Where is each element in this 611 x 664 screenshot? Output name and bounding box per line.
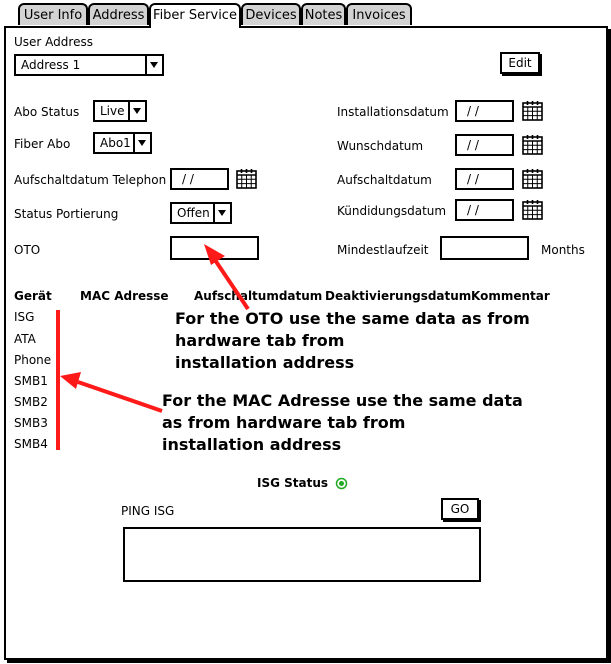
- ping-isg-label: PING ISG: [121, 504, 175, 518]
- installationsdatum-field[interactable]: / /: [455, 100, 514, 122]
- go-button[interactable]: GO: [441, 498, 479, 520]
- oto-note-line: hardware tab from: [175, 331, 345, 350]
- mac-arrow: [60, 372, 162, 411]
- mac-note-line: as from hardware tab from: [162, 413, 406, 432]
- mindestlaufzeit-unit: Months: [541, 243, 585, 257]
- column-header-kommentar: Kommentar: [471, 289, 550, 303]
- user-address-value: Address 1: [21, 58, 81, 72]
- wunschdatum-label: Wunschdatum: [337, 139, 424, 153]
- tab-invoices[interactable]: Invoices: [346, 3, 412, 25]
- status-radio-icon: [335, 477, 348, 490]
- wunschdatum-field[interactable]: / /: [455, 134, 514, 156]
- column-header-aufschaltumdatum: Aufschaltumdatum: [194, 289, 323, 303]
- device-row-isg: ISG: [14, 310, 35, 324]
- user-address-label: User Address: [14, 35, 93, 49]
- oto-label: OTO: [14, 243, 41, 257]
- fiber-abo-value: Abo1: [100, 136, 131, 150]
- ping-output-area[interactable]: [123, 527, 481, 582]
- aufschaltdatum-telephon-label: Aufschaltdatum Telephon: [14, 173, 167, 187]
- kuendidungsdatum-label: Kündidungsdatum: [337, 204, 447, 218]
- device-row-smb4: SMB4: [14, 437, 48, 451]
- installationsdatum-label: Installationsdatum: [337, 105, 449, 119]
- device-row-smb3: SMB3: [14, 416, 48, 430]
- aufschaltdatum-field[interactable]: / /: [455, 168, 514, 190]
- edit-button[interactable]: Edit: [500, 52, 540, 74]
- aufschaltdatum-label: Aufschaltdatum: [337, 173, 432, 187]
- oto-note-line: For the OTO use the same data as from: [175, 309, 530, 328]
- fiber-service-panel: [4, 26, 608, 660]
- aufschaltdatum-telephon-field[interactable]: / /: [170, 168, 229, 190]
- tab-user-info[interactable]: User Info: [18, 3, 88, 25]
- device-row-smb1: SMB1: [14, 374, 48, 388]
- oto-arrow: [204, 244, 248, 309]
- device-row-phone: Phone: [14, 353, 52, 367]
- column-header-deaktivierungsdatum: Deaktivierungsdatum: [325, 289, 472, 303]
- mac-note-line: For the MAC Adresse use the same data: [162, 391, 523, 410]
- mac-note-line: installation address: [162, 435, 342, 454]
- status-portierung-value: Offen: [177, 206, 210, 220]
- tab-fiber-service[interactable]: Fiber Service: [149, 3, 241, 28]
- oto-note-line: installation address: [175, 353, 355, 372]
- column-header-geraet: Gerät: [14, 289, 52, 303]
- device-row-ata: ATA: [14, 332, 36, 346]
- abo-status-value: Live: [100, 104, 125, 118]
- mindestlaufzeit-label: Mindestlaufzeit: [337, 243, 429, 257]
- tab-devices[interactable]: Devices: [241, 3, 301, 25]
- kuendidungsdatum-field[interactable]: / /: [455, 199, 514, 221]
- device-row-smb2: SMB2: [14, 395, 48, 409]
- tab-notes[interactable]: Notes: [301, 3, 346, 25]
- tab-address[interactable]: Address: [88, 3, 149, 25]
- abo-status-label: Abo Status: [14, 105, 80, 119]
- fiber-abo-label: Fiber Abo: [14, 137, 71, 151]
- column-header-mac-adresse: MAC Adresse: [80, 289, 169, 303]
- status-portierung-label: Status Portierung: [14, 207, 119, 221]
- isg-status-label: ISG Status: [257, 476, 329, 490]
